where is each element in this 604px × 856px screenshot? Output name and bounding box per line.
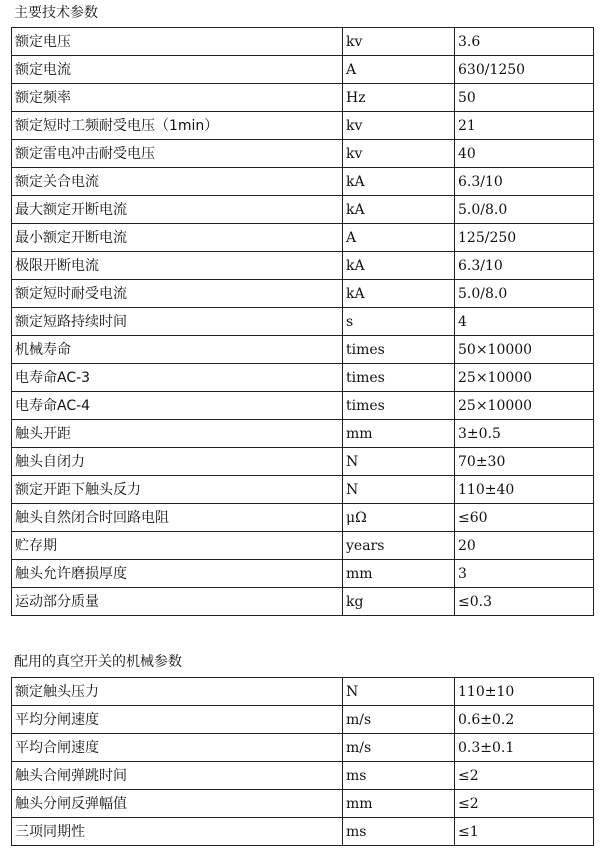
param-name-cell: 运动部分质量: [12, 588, 343, 616]
value-cell: 40: [455, 140, 594, 168]
param-name-cell: 最小额定开断电流: [12, 224, 343, 252]
param-name-cell: 额定短路持续时间: [12, 308, 343, 336]
value-cell: 110±40: [455, 476, 594, 504]
value-cell: ≤1: [455, 818, 594, 846]
unit-cell: kv: [343, 140, 455, 168]
value-cell: ≤2: [455, 762, 594, 790]
value-cell: 3: [455, 560, 594, 588]
param-name-cell: 电寿命AC-4: [12, 392, 343, 420]
unit-cell: kA: [343, 280, 455, 308]
param-name-cell: 额定频率: [12, 84, 343, 112]
unit-cell: N: [343, 448, 455, 476]
param-name-cell: 三项同期性: [12, 818, 343, 846]
table-row: [12, 734, 594, 762]
table-row: [12, 392, 594, 420]
unit-cell: mm: [343, 560, 455, 588]
table-row: [12, 706, 594, 734]
table-row: [12, 280, 594, 308]
param-name-cell: 触头合闸弹跳时间: [12, 762, 343, 790]
param-name-cell: 触头自然闭合时回路电阻: [12, 504, 343, 532]
unit-cell: m/s: [343, 706, 455, 734]
value-cell: 4: [455, 308, 594, 336]
unit-cell: s: [343, 308, 455, 336]
param-name-cell: 极限开断电流: [12, 252, 343, 280]
value-cell: 5.0/8.0: [455, 196, 594, 224]
table-row: [12, 28, 594, 56]
table-row: [12, 308, 594, 336]
value-cell: 50×10000: [455, 336, 594, 364]
table-row: [12, 336, 594, 364]
table-row: [12, 196, 594, 224]
value-cell: ≤2: [455, 790, 594, 818]
unit-cell: Hz: [343, 84, 455, 112]
unit-cell: N: [343, 476, 455, 504]
unit-cell: m/s: [343, 734, 455, 762]
value-cell: 70±30: [455, 448, 594, 476]
unit-cell: ms: [343, 762, 455, 790]
param-name-cell: 额定开距下触头反力: [12, 476, 343, 504]
param-name-cell: 额定短时耐受电流: [12, 280, 343, 308]
table-row: [12, 112, 594, 140]
unit-cell: kA: [343, 196, 455, 224]
table-row: [12, 364, 594, 392]
table-row: [12, 588, 594, 616]
value-cell: 21: [455, 112, 594, 140]
param-name-cell: 电寿命AC-3: [12, 364, 343, 392]
table-row: [12, 762, 594, 790]
value-cell: 6.3/10: [455, 252, 594, 280]
table-row: [12, 252, 594, 280]
section-1-title: 主要技术参数: [14, 5, 98, 21]
table-row: [12, 818, 594, 846]
value-cell: 25×10000: [455, 364, 594, 392]
table-row: [12, 560, 594, 588]
value-cell: 6.3/10: [455, 168, 594, 196]
param-name-cell: 平均分闸速度: [12, 706, 343, 734]
param-name-cell: 贮存期: [12, 532, 343, 560]
param-name-cell: 机械寿命: [12, 336, 343, 364]
param-name-cell: 额定电流: [12, 56, 343, 84]
table-row: [12, 790, 594, 818]
value-cell: 20: [455, 532, 594, 560]
unit-cell: mm: [343, 790, 455, 818]
value-cell: 0.6±0.2: [455, 706, 594, 734]
unit-cell: kg: [343, 588, 455, 616]
unit-cell: μΩ: [343, 504, 455, 532]
unit-cell: years: [343, 532, 455, 560]
param-name-cell: 触头允许磨损厚度: [12, 560, 343, 588]
table-row: [12, 168, 594, 196]
unit-cell: ms: [343, 818, 455, 846]
vacuum-switch-mechanical-table: [11, 677, 594, 846]
table-row: [12, 224, 594, 252]
section-2-title: 配用的真空开关的机械参数: [14, 654, 182, 670]
table-row: [12, 504, 594, 532]
param-name-cell: 触头自闭力: [12, 448, 343, 476]
table-row: [12, 56, 594, 84]
param-name-cell: 触头开距: [12, 420, 343, 448]
main-parameters-table: [11, 27, 594, 616]
param-name-cell: 额定短时工频耐受电压（1min）: [12, 112, 343, 140]
unit-cell: times: [343, 364, 455, 392]
value-cell: 110±10: [455, 678, 594, 706]
value-cell: 50: [455, 84, 594, 112]
value-cell: ≤60: [455, 504, 594, 532]
value-cell: 3±0.5: [455, 420, 594, 448]
unit-cell: kA: [343, 168, 455, 196]
unit-cell: N: [343, 678, 455, 706]
unit-cell: A: [343, 224, 455, 252]
value-cell: 25×10000: [455, 392, 594, 420]
param-name-cell: 触头分闸反弹幅值: [12, 790, 343, 818]
table-row: [12, 532, 594, 560]
value-cell: 125/250: [455, 224, 594, 252]
param-name-cell: 平均合闸速度: [12, 734, 343, 762]
unit-cell: kv: [343, 28, 455, 56]
unit-cell: mm: [343, 420, 455, 448]
unit-cell: times: [343, 336, 455, 364]
unit-cell: times: [343, 392, 455, 420]
unit-cell: kv: [343, 112, 455, 140]
table-row: [12, 420, 594, 448]
table-row: [12, 476, 594, 504]
table-row: [12, 140, 594, 168]
table-row: [12, 448, 594, 476]
value-cell: 5.0/8.0: [455, 280, 594, 308]
value-cell: 0.3±0.1: [455, 734, 594, 762]
param-name-cell: 额定触头压力: [12, 678, 343, 706]
table-row: [12, 678, 594, 706]
param-name-cell: 额定电压: [12, 28, 343, 56]
value-cell: 3.6: [455, 28, 594, 56]
unit-cell: kA: [343, 252, 455, 280]
param-name-cell: 额定雷电冲击耐受电压: [12, 140, 343, 168]
param-name-cell: 最大额定开断电流: [12, 196, 343, 224]
value-cell: 630/1250: [455, 56, 594, 84]
table-row: [12, 84, 594, 112]
param-name-cell: 额定关合电流: [12, 168, 343, 196]
value-cell: ≤0.3: [455, 588, 594, 616]
unit-cell: A: [343, 56, 455, 84]
